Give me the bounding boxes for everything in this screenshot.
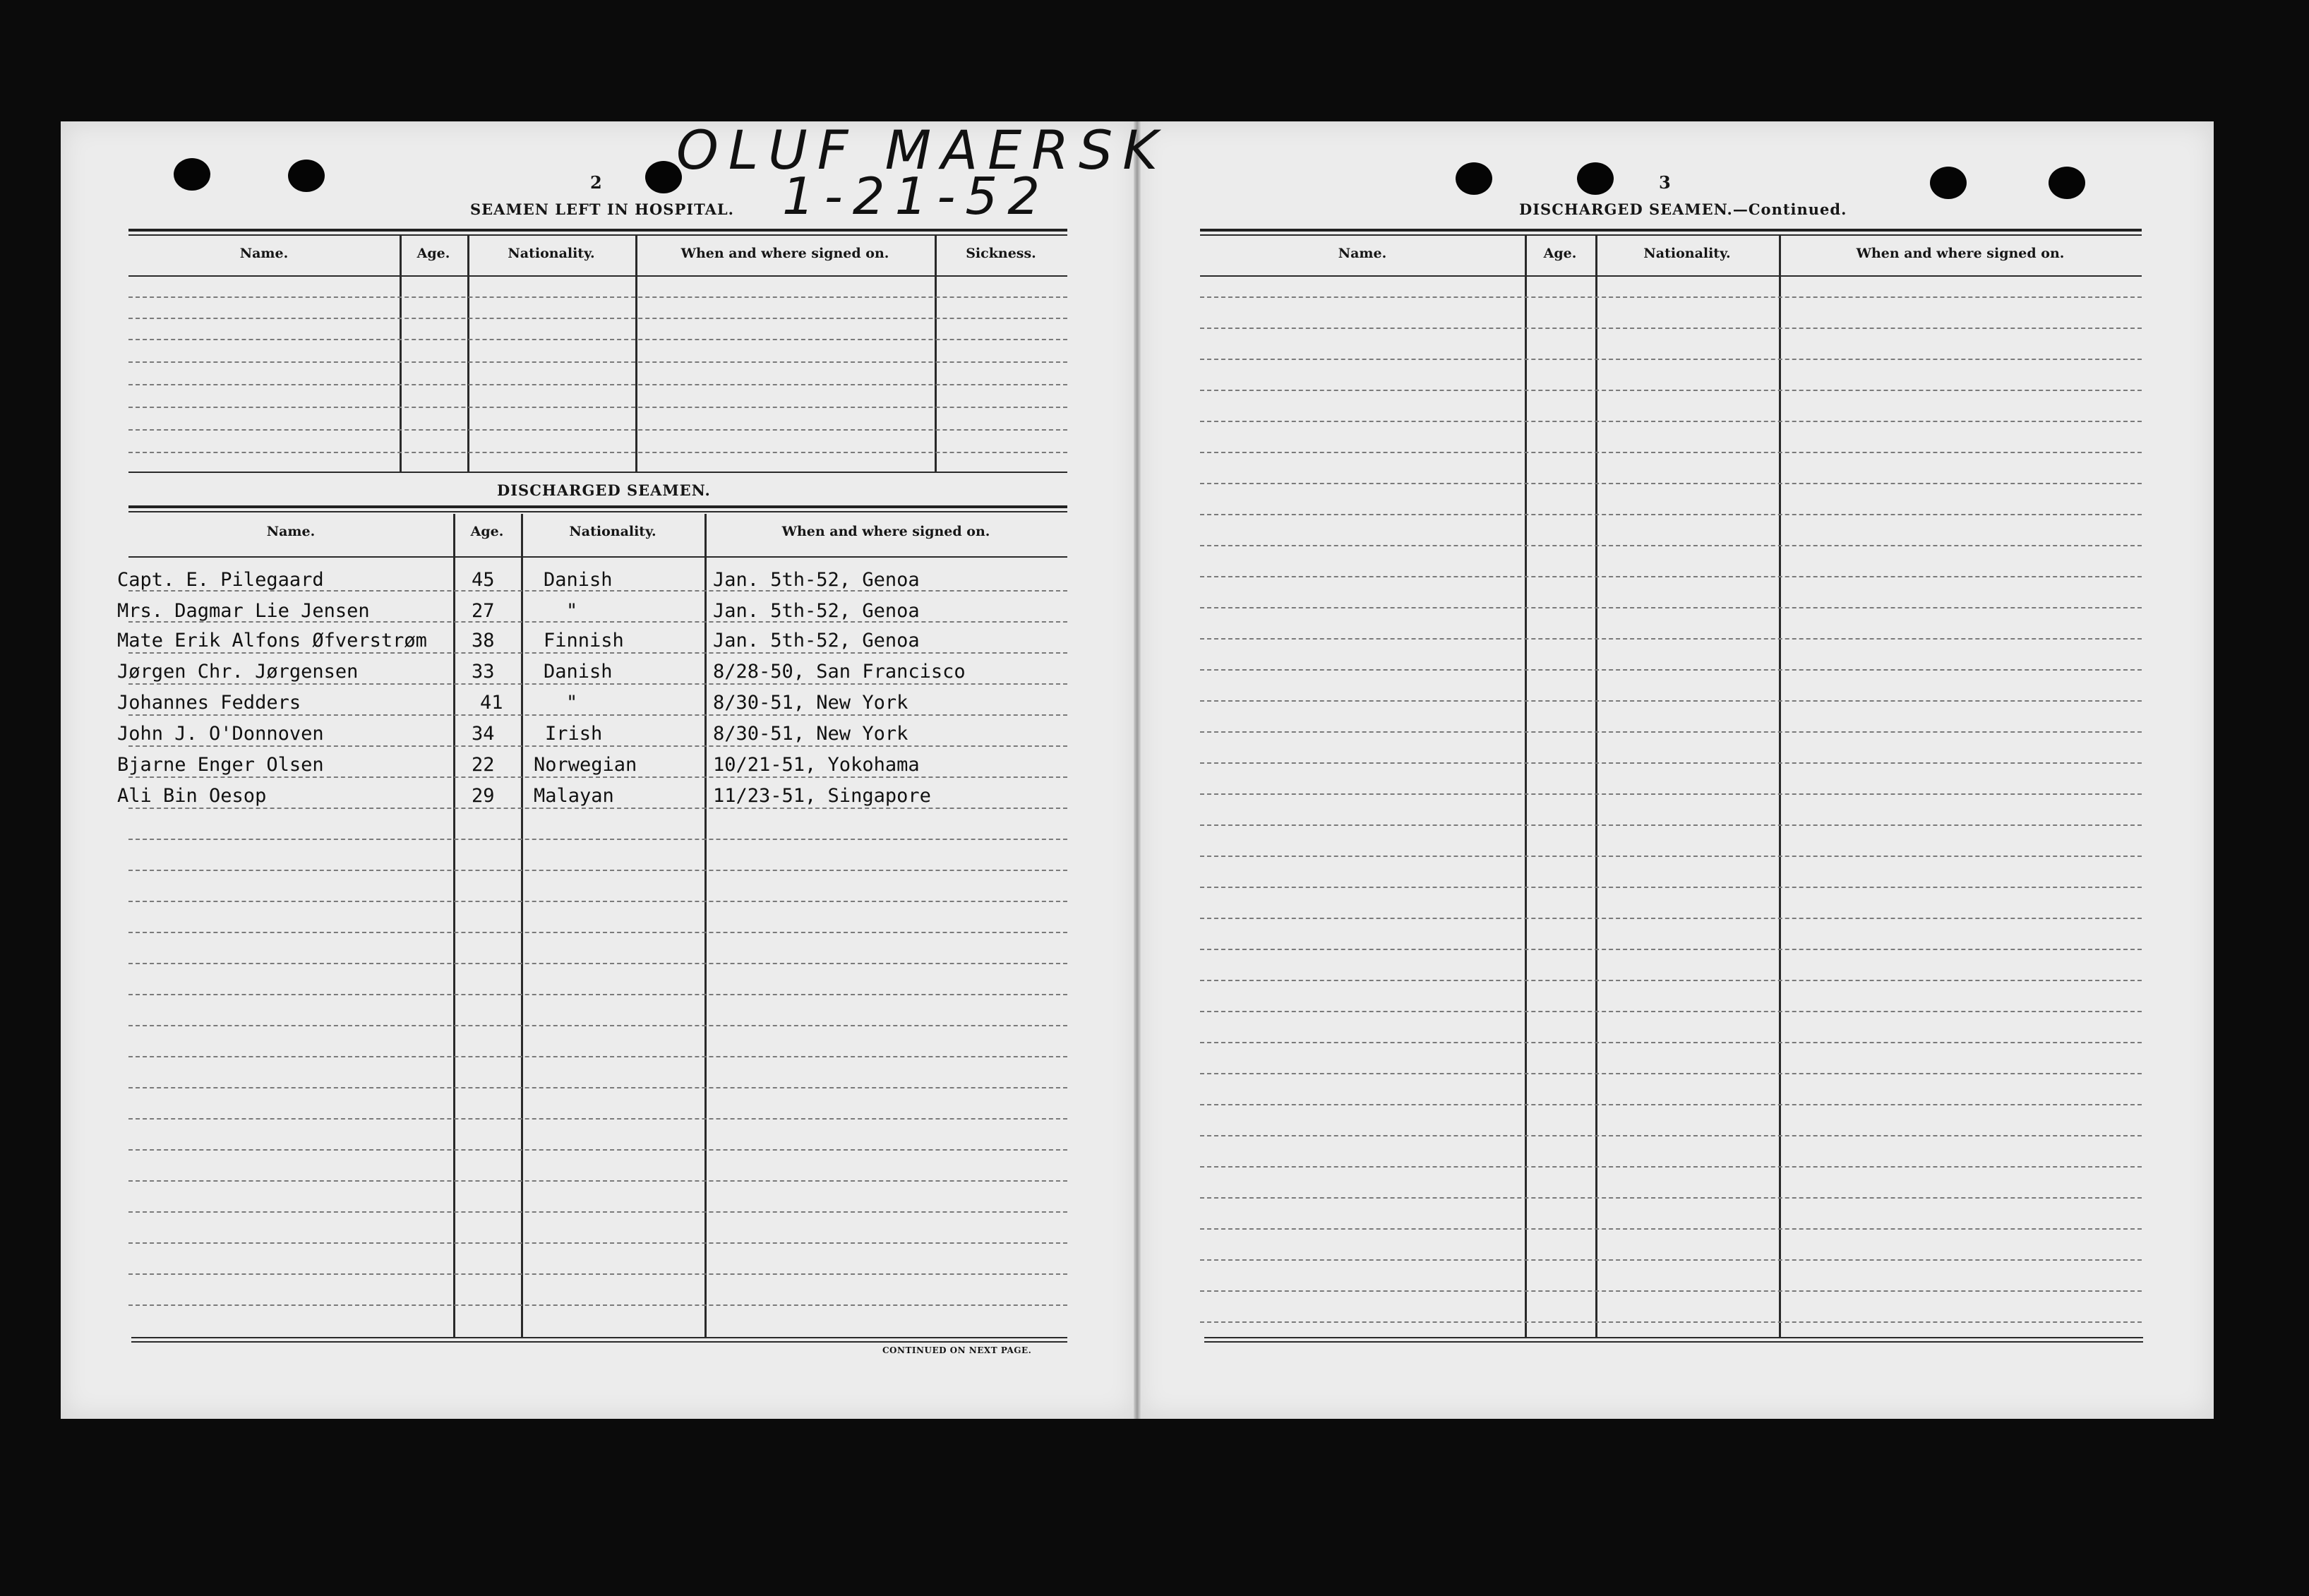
hospital-row-rule (128, 361, 1067, 363)
page-number-right: 3 (1659, 172, 1671, 193)
punch-hole (174, 158, 210, 191)
right-table-top-rule-2 (1200, 234, 2142, 236)
right-section-title: DISCHARGED SEAMEN.—Continued. (1519, 200, 1847, 218)
seaman-name: Johannes Fedders (117, 692, 301, 714)
seaman-nationality: Finnish (544, 630, 624, 652)
row-rule (1200, 359, 2142, 360)
seaman-signed-on: 11/23-51, Singapore (713, 785, 931, 807)
hospital-table-top-rule (128, 229, 1067, 232)
hospital-col-nationality: Nationality. (508, 246, 595, 261)
row-rule (128, 1056, 1067, 1057)
row-rule (128, 870, 1067, 871)
row-rule (1200, 421, 2142, 422)
right-header-rule (1200, 275, 2142, 277)
hospital-table-bottom-rule (128, 472, 1067, 473)
hospital-row-rule (128, 296, 1067, 298)
row-rule (128, 1211, 1067, 1213)
row-rule (128, 1273, 1067, 1275)
seaman-signed-on: Jan. 5th-52, Genoa (713, 630, 920, 652)
hospital-col-divider (935, 236, 937, 472)
hospital-row-rule (128, 407, 1067, 408)
discharged-col-name: Name. (266, 524, 316, 539)
discharged-section-title: DISCHARGED SEAMEN. (497, 481, 711, 499)
row-rule (1200, 390, 2142, 391)
right-col-divider (1525, 236, 1527, 1337)
seaman-name: Mate Erik Alfons Øfverstrøm (117, 630, 427, 652)
seaman-signed-on: Jan. 5th-52, Genoa (713, 569, 920, 591)
row-rule (128, 714, 1067, 716)
hospital-col-divider (467, 236, 469, 472)
discharged-col-age: Age. (470, 524, 504, 539)
right-col-divider (1779, 236, 1781, 1337)
seaman-age: 38 (472, 630, 495, 652)
row-rule (1200, 1073, 2142, 1074)
row-rule (1200, 1321, 2142, 1323)
discharged-table-top-rule (128, 505, 1067, 508)
hospital-col-signed-on: When and where signed on. (680, 246, 889, 261)
seaman-nationality: Danish (544, 661, 613, 683)
row-rule (128, 808, 1067, 809)
seaman-name: John J. O'Donnoven (117, 723, 324, 745)
row-rule (1200, 1197, 2142, 1199)
row-rule (1200, 576, 2142, 577)
hospital-col-name: Name. (239, 246, 289, 261)
row-rule (1200, 824, 2142, 826)
right-col-name: Name. (1338, 246, 1387, 261)
discharged-table-top-rule-2 (128, 511, 1067, 512)
row-rule (128, 1087, 1067, 1088)
seaman-age: 41 (480, 692, 503, 714)
discharged-table-bottom-rule (131, 1337, 1067, 1338)
row-rule (1200, 669, 2142, 671)
row-rule (1200, 296, 2142, 298)
punch-hole (1456, 162, 1492, 195)
row-rule (128, 652, 1067, 654)
row-rule (128, 839, 1067, 840)
right-col-age: Age. (1543, 246, 1577, 261)
hospital-col-divider (400, 236, 402, 472)
seaman-name: Bjarne Enger Olsen (117, 754, 324, 776)
row-rule (128, 1149, 1067, 1151)
discharged-col-divider (704, 514, 707, 1337)
right-col-nationality: Nationality. (1643, 246, 1731, 261)
row-rule (128, 1118, 1067, 1120)
seaman-signed-on: Jan. 5th-52, Genoa (713, 600, 920, 622)
row-rule (1200, 607, 2142, 608)
seaman-nationality: " (566, 600, 578, 622)
seaman-age: 45 (472, 569, 495, 591)
row-rule (1200, 856, 2142, 857)
row-rule (1200, 452, 2142, 453)
row-rule (128, 745, 1067, 747)
row-rule (128, 1180, 1067, 1182)
seaman-nationality: Danish (544, 569, 613, 591)
hospital-row-rule (128, 429, 1067, 431)
row-rule (1200, 483, 2142, 484)
row-rule (128, 776, 1067, 778)
seaman-age: 27 (472, 600, 495, 622)
seaman-nationality: Norwegian (534, 754, 637, 776)
row-rule (128, 994, 1067, 995)
row-rule (1200, 793, 2142, 795)
hospital-col-age: Age. (416, 246, 450, 261)
seaman-signed-on: 8/28-50, San Francisco (713, 661, 966, 683)
row-rule (1200, 1042, 2142, 1043)
row-rule (128, 683, 1067, 685)
page-number-left: 2 (590, 172, 602, 193)
hospital-row-rule (128, 384, 1067, 385)
seaman-signed-on: 8/30-51, New York (713, 723, 908, 745)
row-rule (1200, 638, 2142, 640)
seaman-signed-on: 10/21-51, Yokohama (713, 754, 920, 776)
punch-hole (2049, 167, 2085, 199)
seaman-nationality: " (566, 692, 578, 714)
row-rule (1200, 949, 2142, 950)
seaman-signed-on: 8/30-51, New York (713, 692, 908, 714)
row-rule (1200, 731, 2142, 733)
row-rule (1200, 918, 2142, 919)
row-rule (1200, 1259, 2142, 1261)
seaman-name: Jørgen Chr. Jørgensen (117, 661, 359, 683)
row-rule (128, 901, 1067, 902)
seaman-nationality: Malayan (534, 785, 614, 807)
row-rule (1200, 762, 2142, 764)
discharged-col-divider (521, 514, 523, 1337)
row-rule (1200, 1011, 2142, 1012)
row-rule (1200, 1104, 2142, 1105)
seaman-age: 34 (472, 723, 495, 745)
hospital-col-divider (635, 236, 637, 472)
row-rule (1200, 1290, 2142, 1292)
seaman-name: Ali Bin Oesop (117, 785, 267, 807)
continued-note: CONTINUED ON NEXT PAGE. (882, 1345, 1032, 1355)
discharged-table-bottom-rule-2 (131, 1341, 1067, 1343)
seaman-age: 29 (472, 785, 495, 807)
row-rule (128, 963, 1067, 964)
hospital-header-rule (128, 275, 1067, 277)
hospital-row-rule (128, 339, 1067, 340)
seaman-nationality: Irish (545, 723, 603, 745)
right-table-bottom-rule (1204, 1337, 2143, 1338)
row-rule (1200, 328, 2142, 329)
hospital-col-sickness: Sickness. (966, 246, 1036, 261)
row-rule (1200, 1228, 2142, 1230)
row-rule (1200, 545, 2142, 546)
seaman-age: 22 (472, 754, 495, 776)
row-rule (128, 1304, 1067, 1306)
row-rule (1200, 1135, 2142, 1136)
punch-hole (1577, 162, 1614, 195)
punch-hole (288, 160, 325, 192)
discharged-col-signed-on: When and where signed on. (781, 524, 990, 539)
right-table-top-rule (1200, 229, 2142, 232)
hospital-row-rule (128, 318, 1067, 319)
right-page (1138, 121, 2214, 1419)
right-col-signed-on: When and where signed on. (1856, 246, 2065, 261)
punch-hole (1930, 167, 1967, 199)
seaman-age: 33 (472, 661, 495, 683)
right-col-divider (1595, 236, 1597, 1337)
page-fold (1134, 121, 1141, 1419)
right-table-bottom-rule-2 (1204, 1341, 2143, 1343)
row-rule (1200, 980, 2142, 981)
row-rule (1200, 1166, 2142, 1168)
row-rule (128, 1242, 1067, 1244)
row-rule (128, 1025, 1067, 1026)
seaman-name: Mrs. Dagmar Lie Jensen (117, 600, 370, 622)
row-rule (1200, 514, 2142, 515)
hospital-row-rule (128, 452, 1067, 453)
handwritten-date: 1-21-52 (782, 167, 1050, 226)
hospital-section-title: SEAMEN LEFT IN HOSPITAL. (470, 200, 734, 218)
seaman-name: Capt. E. Pilegaard (117, 569, 324, 591)
row-rule (128, 932, 1067, 933)
hospital-table-top-rule-2 (128, 234, 1067, 236)
row-rule (1200, 700, 2142, 702)
row-rule (1200, 887, 2142, 888)
discharged-col-divider (453, 514, 455, 1337)
discharged-header-rule (128, 556, 1067, 558)
handwritten-ship-name: OLUF MAERSK (676, 119, 1168, 181)
discharged-col-nationality: Nationality. (569, 524, 656, 539)
